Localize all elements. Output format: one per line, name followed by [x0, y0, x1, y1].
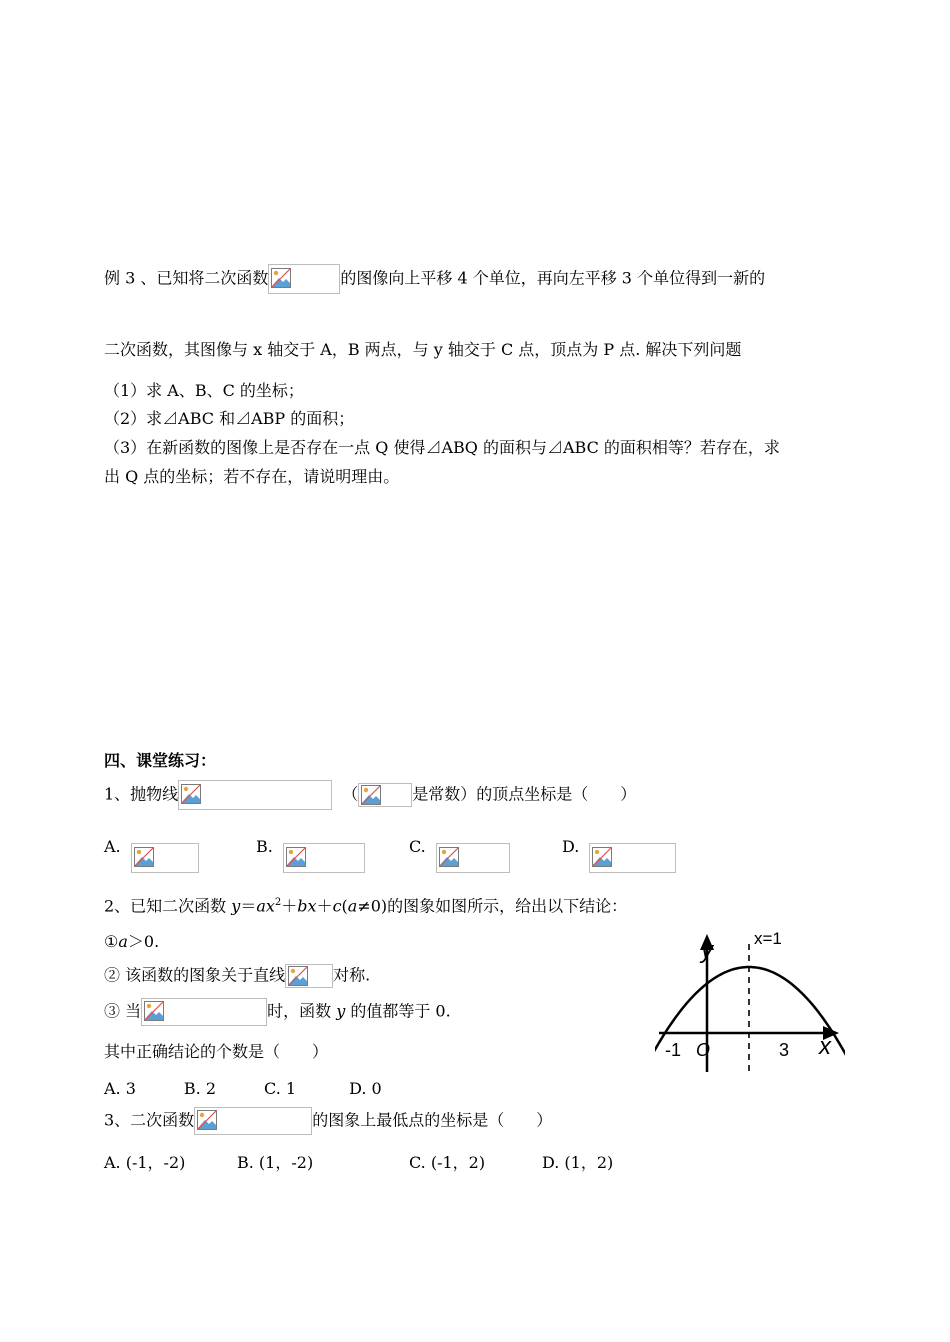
problem-3: 3、二次函数 的图象上最低点的坐标是（ ）	[104, 1107, 552, 1135]
tick-label-3: 3	[779, 1040, 790, 1060]
formula-image-placeholder	[178, 780, 332, 810]
example3-question-2: （2）求⊿ABC 和⊿ABP 的面积；	[104, 409, 355, 428]
statement-2: ② 该函数的图象关于直线 对称.	[104, 964, 370, 988]
p3-choice-b: B. (1，-2)	[237, 1153, 314, 1172]
example3-question-3-cont: 出 Q 点的坐标；若不存在，请说明理由。	[104, 467, 400, 486]
option-d-image	[589, 843, 676, 873]
broken-image-icon	[286, 847, 306, 867]
option-a-image	[131, 843, 199, 873]
axis-line-label: x=1	[754, 929, 782, 948]
problem-2-choices: A. 3 B. 2 C. 1 D. 0	[104, 1079, 382, 1098]
p3-choice-c: C. (-1，2)	[409, 1153, 486, 1172]
option-b: B.	[256, 837, 273, 856]
example3-line1: 例 3 、已知将二次函数 的图像向上平移 4 个单位，再向左平移 3 个单位得到一新的	[104, 264, 765, 294]
broken-image-icon	[181, 784, 201, 804]
x-axis-label: x	[819, 1033, 831, 1060]
broken-image-icon	[592, 847, 612, 867]
broken-image-icon	[288, 966, 308, 986]
example3-question-3: （3）在新函数的图像上是否存在一点 Q 使得⊿ABQ 的面积与⊿ABC 的面积相等？若存在，求	[104, 438, 780, 457]
tick-label-neg1: -1	[665, 1040, 682, 1060]
broken-image-icon	[144, 1001, 164, 1021]
problem-2-question: 其中正确结论的个数是（ ）	[104, 1042, 329, 1061]
formula-image-placeholder	[194, 1107, 312, 1135]
broken-image-icon	[439, 847, 459, 867]
broken-image-icon	[134, 847, 154, 867]
p3-choice-a: A. (-1，-2)	[104, 1153, 186, 1172]
option-d: D.	[562, 837, 580, 856]
statement-1: ①a＞0.	[104, 932, 160, 951]
option-c: C.	[409, 837, 426, 856]
example3-line2: 二次函数，其图像与 x 轴交于 A，B 两点，与 y 轴交于 C 点，顶点为 P 点. 解决下列问题	[104, 340, 742, 359]
option-a: A.	[104, 837, 121, 856]
broken-image-icon	[361, 785, 381, 805]
y-axis-label: y	[701, 937, 713, 964]
problem-2: 2、已知二次函数 $y=ax^2+bx+c(a\ne 0)$的图象如图所示，给出以下结论：	[104, 896, 628, 916]
problem-1: 1、抛物线 （ 是常数）的顶点坐标是（ ）	[104, 780, 636, 810]
option-b-image	[283, 843, 365, 873]
option-c-image	[436, 843, 510, 873]
parabola-curve	[655, 967, 845, 1074]
section-heading: 四、课堂练习：	[104, 751, 217, 770]
broken-image-icon	[197, 1110, 217, 1130]
formula-image-placeholder	[268, 264, 340, 294]
formula-image-placeholder	[358, 783, 412, 807]
broken-image-icon	[271, 268, 291, 288]
p3-choice-d: D. (1，2)	[542, 1153, 614, 1172]
origin-label: O	[696, 1040, 711, 1060]
formula-image-placeholder	[141, 998, 267, 1026]
example3-question-1: （1）求 A、B、C 的坐标；	[104, 381, 304, 400]
statement-3: ③ 当 时，函数 y 的值都等于 0.	[104, 998, 451, 1026]
parabola-graph	[655, 922, 845, 1080]
formula-image-placeholder	[285, 964, 333, 988]
